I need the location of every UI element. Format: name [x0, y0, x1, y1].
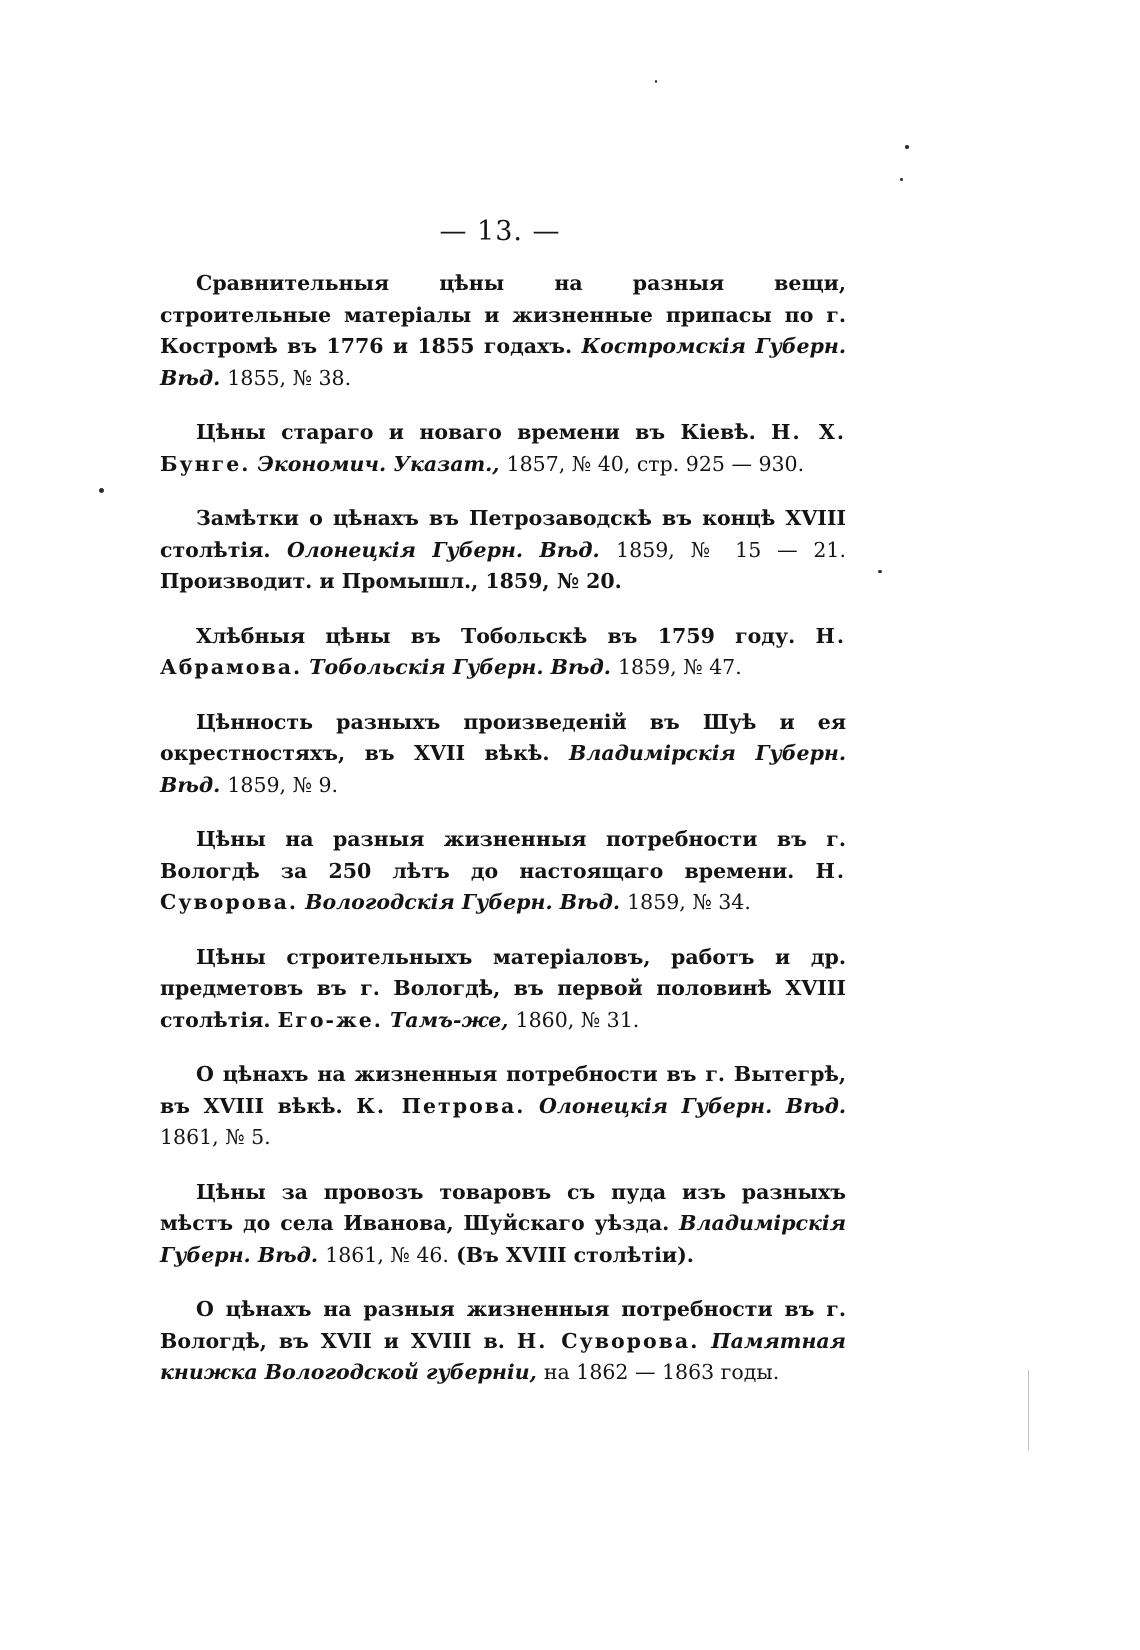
entry-source: Костромскія Губерн. Вѣд.: [160, 334, 846, 390]
entry-source: Тобольскія Губерн. Вѣд.: [309, 655, 611, 679]
entry-source: Вологодскія Губерн. Вѣд.: [305, 890, 620, 914]
entry-details: 1861, № 46.: [325, 1242, 449, 1267]
entry-details: 1855, № 38.: [227, 365, 352, 390]
bibliography-entry: [160, 1177, 846, 1272]
scan-speck: [655, 80, 657, 83]
bibliography-entry: [160, 417, 846, 480]
entry-extra: (Въ XVIII столѣтіи).: [456, 1242, 694, 1267]
entry-author: К. Петрова.: [356, 1093, 526, 1118]
bibliography-entry: [160, 942, 846, 1037]
entry-source: Олонецкія Губерн. Вѣд.: [539, 1093, 847, 1118]
entry-source: Экономич. Указат.,: [257, 451, 500, 476]
entry-extra: Производит. и Промышл., 1859, № 20.: [160, 569, 622, 593]
entry-title: Сравнительныя цѣны на разныя вещи, строительные матеріалы и жизненные припасы по г. Костромѣ въ 1776 и 1855 годахъ.: [160, 271, 846, 358]
entry-details: на 1862 — 1863 годы.: [543, 1360, 780, 1384]
entry-author: Н. Х. Бунге.: [160, 420, 847, 476]
scan-speck: [900, 178, 903, 181]
scan-speck: [878, 570, 882, 573]
entry-title: О цѣнахъ на жизненныя потребности въ г. Вытегрѣ, въ XVIII вѣкѣ.: [160, 1062, 846, 1118]
entry-author: Н. Суворова.: [516, 1328, 700, 1353]
entry-author: Н. Абрамова.: [160, 623, 846, 679]
entry-author: Его-же.: [277, 1007, 383, 1032]
entry-details: 1859, № 47.: [618, 655, 742, 679]
page-number: — 13. —: [439, 216, 561, 247]
bibliography-entry: [160, 503, 846, 598]
bibliography-entry: [160, 824, 846, 919]
entry-title: Хлѣбныя цѣны въ Тобольскѣ въ 1759 году.: [196, 623, 796, 648]
bibliography-entry: [160, 621, 846, 684]
bibliography-entry: [160, 1294, 846, 1389]
entry-title: Цѣны стараго и новаго времени въ Кіевѣ.: [196, 420, 756, 444]
bibliography-entry: [160, 707, 846, 802]
entry-title: Цѣны строительныхъ матеріаловъ, работъ и др. предметовъ въ г. Вологдѣ, въ первой половинѣ XVIII столѣтія.: [160, 944, 846, 1032]
entry-details: 1857, № 40, стр. 925 — 930.: [506, 451, 805, 476]
entry-title: О цѣнахъ на разныя жизненныя потребности въ г. Вологдѣ, въ XVII и XVIII в.: [160, 1297, 846, 1353]
entry-details: 1860, № 31.: [515, 1007, 640, 1032]
entry-title: Цѣны за провозъ товаровъ съ пуда изъ разныхъ мѣстъ до села Иванова, Шуйскаго уѣзда.: [160, 1179, 846, 1235]
entry-title: Цѣны на разныя жизненныя потребности въ г. Вологдѣ за 250 лѣтъ до настоящаго времени.: [160, 827, 846, 883]
entry-title: Замѣтки о цѣнахъ въ Петрозаводскѣ въ концѣ XVIII столѣтія.: [160, 506, 846, 562]
entry-source: Олонецкія Губерн. Вѣд.: [286, 537, 600, 562]
entry-details: 1859, № 15 — 21.: [616, 537, 846, 562]
entry-source: Тамъ-же,: [390, 1007, 509, 1032]
entry-title: Цѣнность разныхъ произведеній въ Шуѣ и ея окрестностяхъ, въ XVII вѣкѣ.: [160, 709, 846, 765]
scan-speck: [905, 145, 909, 149]
bibliography-entry: [160, 268, 846, 394]
bibliography-list: [160, 268, 846, 1412]
bibliography-entry: [160, 1059, 846, 1154]
scan-speck: [99, 488, 104, 493]
entry-author: Н. Суворова.: [160, 858, 847, 914]
entry-source: Владимірскія Губерн. Вѣд.: [160, 1211, 847, 1267]
entry-details: 1861, № 5.: [160, 1125, 271, 1149]
entry-details: 1859, № 9.: [227, 772, 339, 797]
entry-details: 1859, № 34.: [627, 890, 751, 914]
entry-source: Памятная книжка Вологодской губерніи,: [160, 1328, 846, 1384]
scan-edge-mark: [1028, 1370, 1029, 1450]
entry-source: Владимірскія Губерн. Вѣд.: [160, 741, 847, 797]
